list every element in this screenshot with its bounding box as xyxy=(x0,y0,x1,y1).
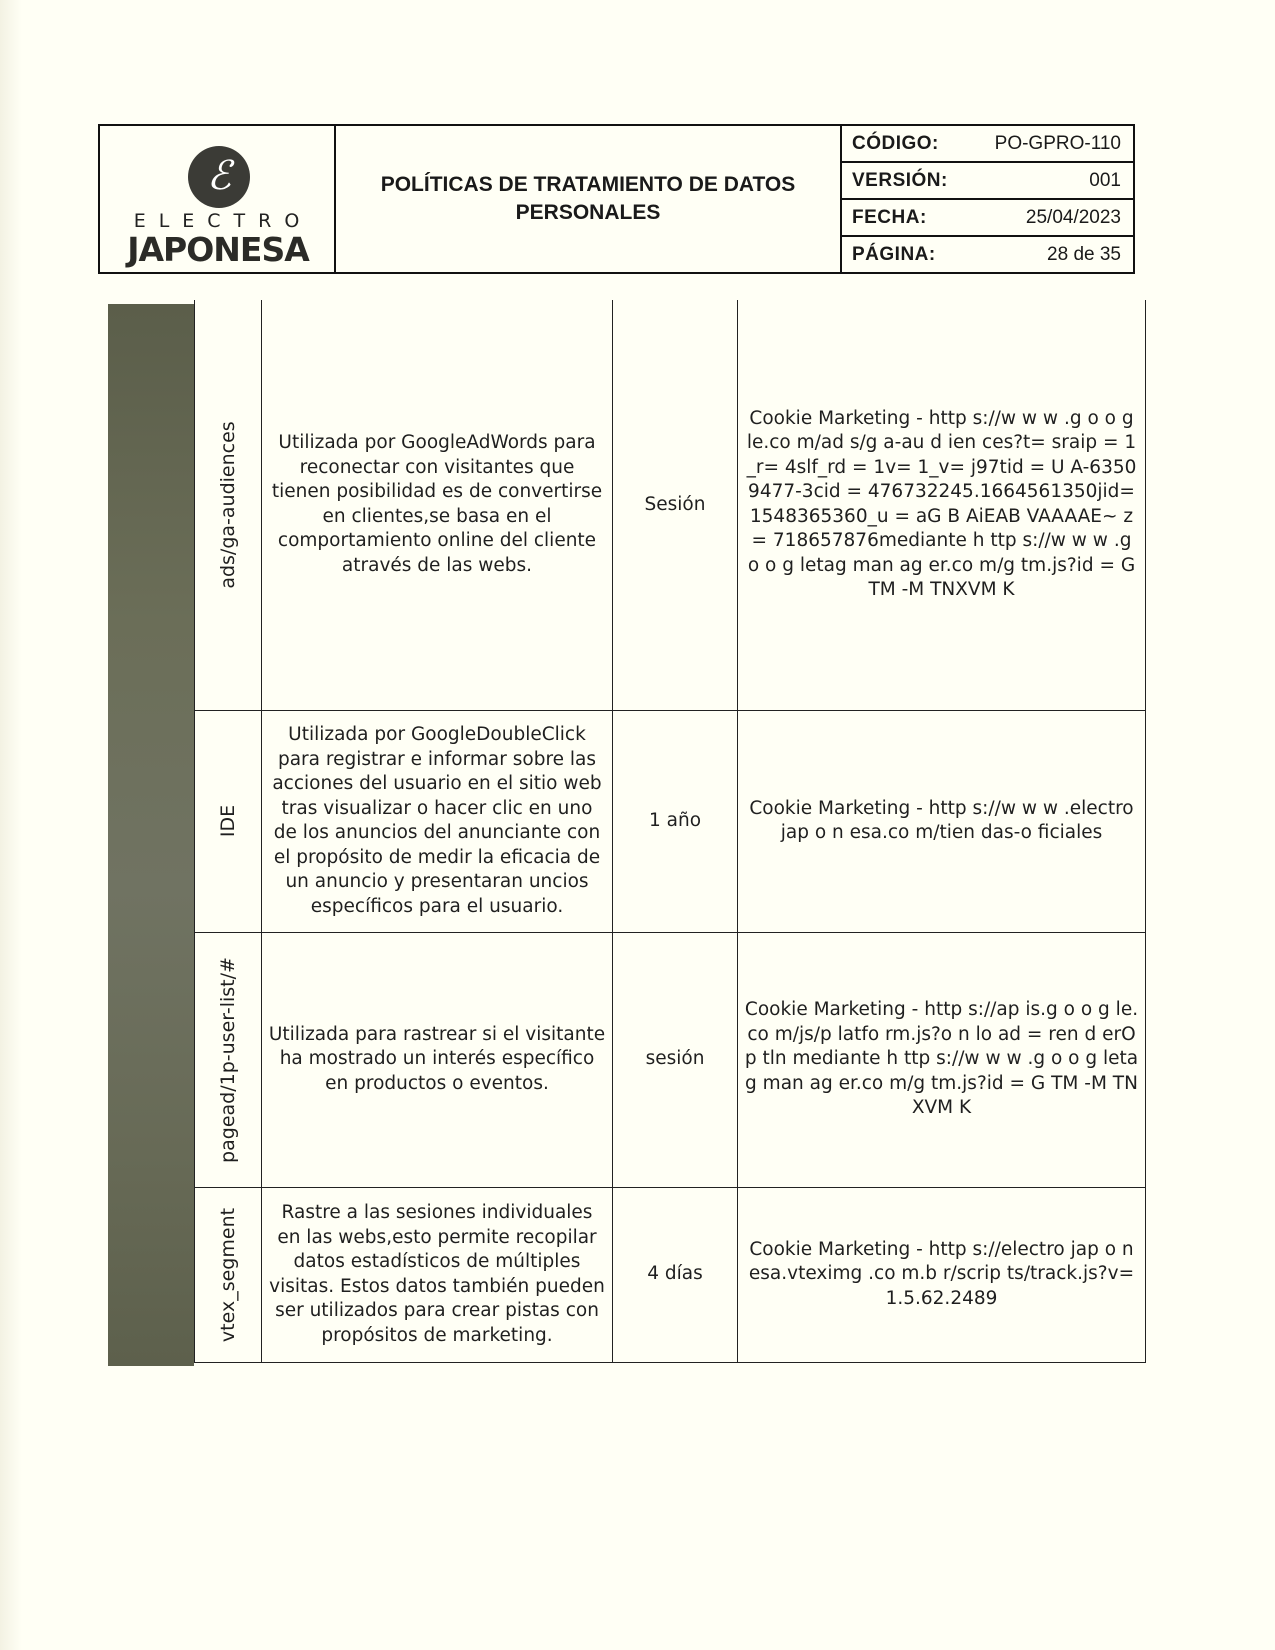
cookie-description: Utilizada por GoogleAdWords para reconectar con visitantes que tienen posibilidad es de convertirse en clientes,se basa en el comportamiento online del cliente através de las webs. xyxy=(262,300,613,710)
cookie-name: pagead/1p-user-list/# xyxy=(216,956,239,1163)
cookie-description: Utilizada por GoogleDoubleClick para registrar e informar sobre las acciones del usuario en el sitio web tras visualizar o hacer clic en uno de los anuncios del anunciante con el propósito de medir la eficacia de un anuncio y presentaran uncios específicos para el usuario. xyxy=(262,710,613,932)
cookie-type: Cookie Marketing - http s://ap is.g o o g le.co m/js/p latfo rm.js?o n lo ad = ren d erO p tln mediante h ttp s://w w w .g o o g letag man ag er.co m/g tm.js?id = G TM -M TNXVM K xyxy=(738,932,1146,1187)
meta-codigo xyxy=(842,126,1133,163)
cookie-duration: sesión xyxy=(613,932,738,1187)
table-row xyxy=(195,710,1146,932)
logo-text-top: ELECTRO xyxy=(133,210,313,232)
cookie-name: IDE xyxy=(216,804,239,838)
meta-pagina xyxy=(842,237,1133,272)
cookie-name: vtex_segment xyxy=(216,1207,239,1342)
cookie-name-cell xyxy=(195,300,262,710)
table-row xyxy=(195,300,1146,710)
cookie-duration: 1 año xyxy=(613,710,738,932)
document-header xyxy=(98,124,1135,274)
table-side-band xyxy=(108,304,194,1366)
meta-key: VERSIÓN: xyxy=(852,169,948,191)
meta-value: 25/04/2023 xyxy=(1025,206,1121,228)
company-logo xyxy=(100,126,336,272)
meta-value: 001 xyxy=(1089,169,1121,191)
document-meta xyxy=(842,126,1133,272)
meta-version xyxy=(842,163,1133,200)
cookie-duration: 4 días xyxy=(613,1187,738,1362)
cookie-type: Cookie Marketing - http s://electro jap o n esa.vteximg .co m.b r/scrip ts/track.js?v= 1.5.62.2489 xyxy=(738,1187,1146,1362)
cookie-description: Utilizada para rastrear si el visitante ha mostrado un interés específico en productos o eventos. xyxy=(262,932,613,1187)
document-title xyxy=(336,126,842,272)
table-row xyxy=(195,932,1146,1187)
meta-value: 28 de 35 xyxy=(1047,243,1121,265)
meta-value: PO-GPRO-110 xyxy=(994,132,1121,154)
cookie-description: Rastre a las sesiones individuales en las webs,esto permite recopilar datos estadísticos de múltiples visitas. Estos datos también pueden ser utilizados para crear pistas con propósitos de marketing. xyxy=(262,1187,613,1362)
table-row xyxy=(195,1187,1146,1362)
cookies-table xyxy=(194,300,1146,1363)
cookie-duration: Sesión xyxy=(613,300,738,710)
logo-emblem-icon: ℰ xyxy=(188,146,250,208)
meta-key: PÁGINA: xyxy=(852,243,936,265)
page-edge-shade xyxy=(0,0,22,1650)
title-line-2: PERSONALES xyxy=(515,201,661,224)
logo-text-bottom: JAPONESA xyxy=(127,230,309,269)
meta-key: FECHA: xyxy=(852,206,927,228)
meta-key: CÓDIGO: xyxy=(852,132,939,154)
cookie-type: Cookie Marketing - http s://w w w .electro jap o n esa.co m/tien das-o ficiales xyxy=(738,710,1146,932)
cookie-name-cell xyxy=(195,710,262,932)
title-line-1: POLÍTICAS DE TRATAMIENTO DE DATOS xyxy=(380,173,796,196)
cookie-name-cell xyxy=(195,932,262,1187)
meta-fecha xyxy=(842,200,1133,237)
cookie-name: ads/ga-audiences xyxy=(216,421,239,589)
cookie-name-cell xyxy=(195,1187,262,1362)
cookie-type: Cookie Marketing - http s://w w w .g o o g le.co m/ad s/g a-au d ien ces?t= sraip = 1_r= 4slf_rd = 1v= 1_v= j97tid = U A-63509477-3cid = 476732245.1664561350jid=1548365360_u = aG B AiEAB VAAAAE~ z= 718657876mediante h ttp s://w w w .g o o g letag man ag er.co m/g tm.js?id = G TM -M TNXVM K xyxy=(738,300,1146,710)
